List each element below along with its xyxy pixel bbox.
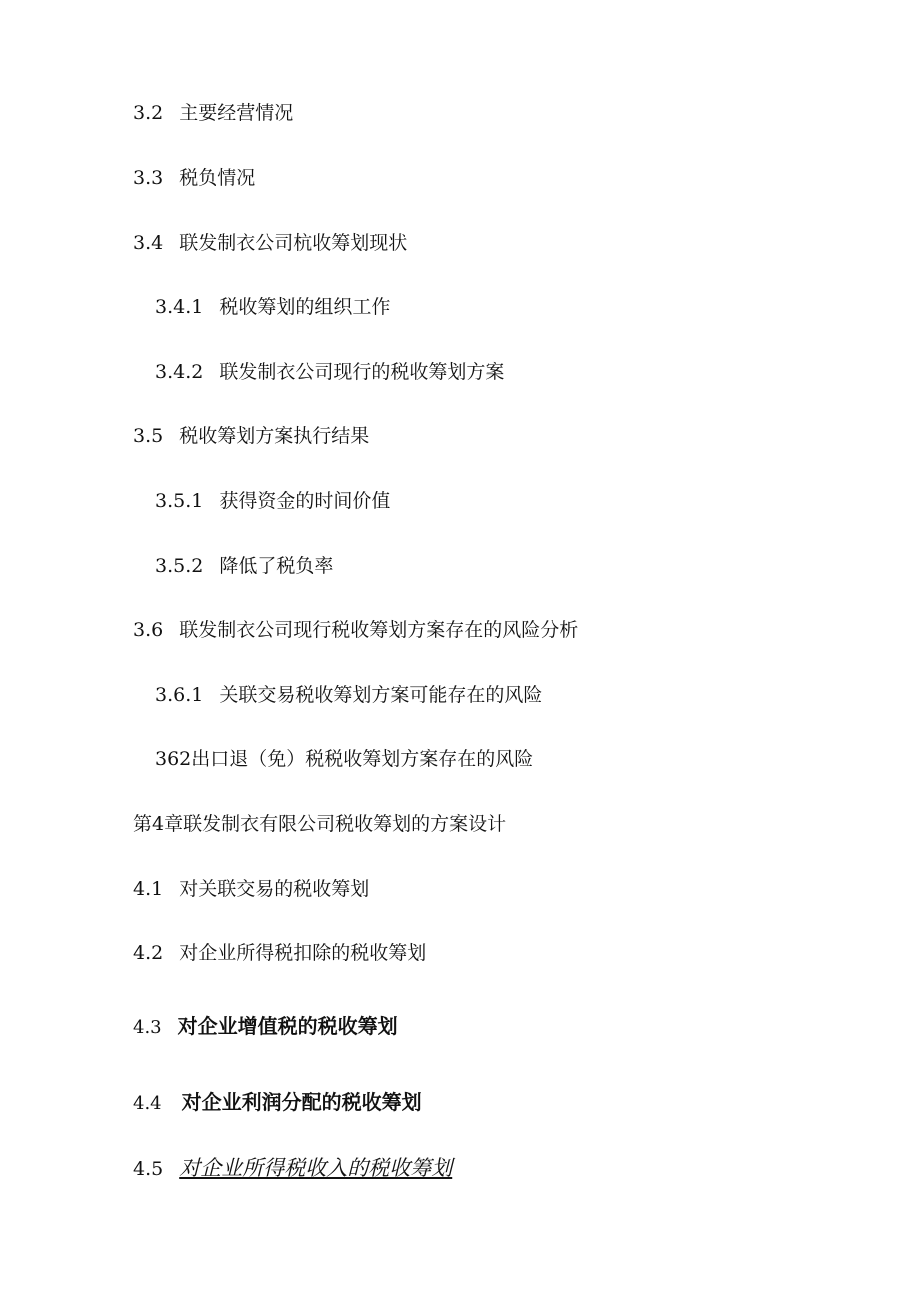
toc-number: 3.4 (133, 232, 164, 254)
toc-entry-3-5-1 (155, 489, 390, 513)
toc-entry-4-1 (133, 877, 369, 901)
toc-entry-3-5-2 (155, 554, 333, 578)
toc-number: 3.2 (133, 102, 164, 124)
toc-entry-4-4 (133, 1090, 422, 1116)
toc-entry-4-5 (133, 1156, 452, 1181)
toc-number: 4.2 (133, 942, 164, 964)
toc-number: 3.5 (133, 425, 164, 447)
toc-title: 对企业利润分配的税收筹划 (181, 1090, 422, 1114)
toc-number: 4.4 (133, 1093, 162, 1114)
toc-chapter-title: 第4章联发制衣有限公司税收筹划的方案设计 (133, 813, 507, 835)
toc-entry-4-3 (133, 1014, 398, 1040)
toc-title: 关联交易税收筹划方案可能存在的风险 (219, 684, 543, 706)
toc-entry-4-2 (133, 941, 426, 965)
toc-title: 对企业所得税收入的税收筹划 (179, 1156, 453, 1180)
toc-number: 4.1 (133, 878, 164, 900)
toc-number: 4.3 (133, 1017, 162, 1038)
toc-number: 3.6.1 (155, 684, 204, 706)
toc-entry-3-6-1 (155, 683, 542, 707)
toc-number: 3.5.2 (155, 555, 204, 577)
toc-entry-3-4 (133, 231, 407, 255)
toc-entry-3-6 (133, 618, 578, 642)
toc-title: 联发制衣公司现行税收筹划方案存在的风险分析 (179, 619, 579, 641)
toc-title: 362出口退（免）税税收筹划方案存在的风险 (155, 748, 534, 770)
toc-entry-3-2 (133, 101, 293, 125)
toc-title: 对关联交易的税收筹划 (179, 878, 370, 900)
toc-entry-3-6-2 (155, 747, 533, 771)
toc-number: 3.5.1 (155, 490, 204, 512)
toc-entry-3-5 (133, 424, 369, 448)
toc-entry-3-4-1 (155, 295, 390, 319)
toc-entry-3-4-2 (155, 360, 504, 384)
toc-title: 降低了税负率 (219, 555, 334, 577)
toc-number: 3.4.2 (155, 361, 204, 383)
toc-title: 获得资金的时间价值 (219, 490, 391, 512)
toc-number: 4.5 (133, 1158, 164, 1180)
toc-title: 主要经营情况 (179, 102, 294, 124)
toc-entry-chapter-4 (133, 812, 506, 836)
toc-title: 税收筹划方案执行结果 (179, 425, 370, 447)
toc-title: 对企业所得税扣除的税收筹划 (179, 942, 427, 964)
toc-entry-3-3 (133, 166, 255, 190)
toc-number: 3.4.1 (155, 296, 204, 318)
toc-number: 3.6 (133, 619, 164, 641)
toc-title: 税收筹划的组织工作 (219, 296, 391, 318)
toc-number: 3.3 (133, 167, 164, 189)
toc-title: 对企业增值税的税收筹划 (177, 1014, 398, 1038)
toc-title: 联发制衣公司现行的税收筹划方案 (219, 361, 505, 383)
toc-title: 税负情况 (179, 167, 256, 189)
toc-title: 联发制衣公司杭收筹划现状 (179, 232, 408, 254)
